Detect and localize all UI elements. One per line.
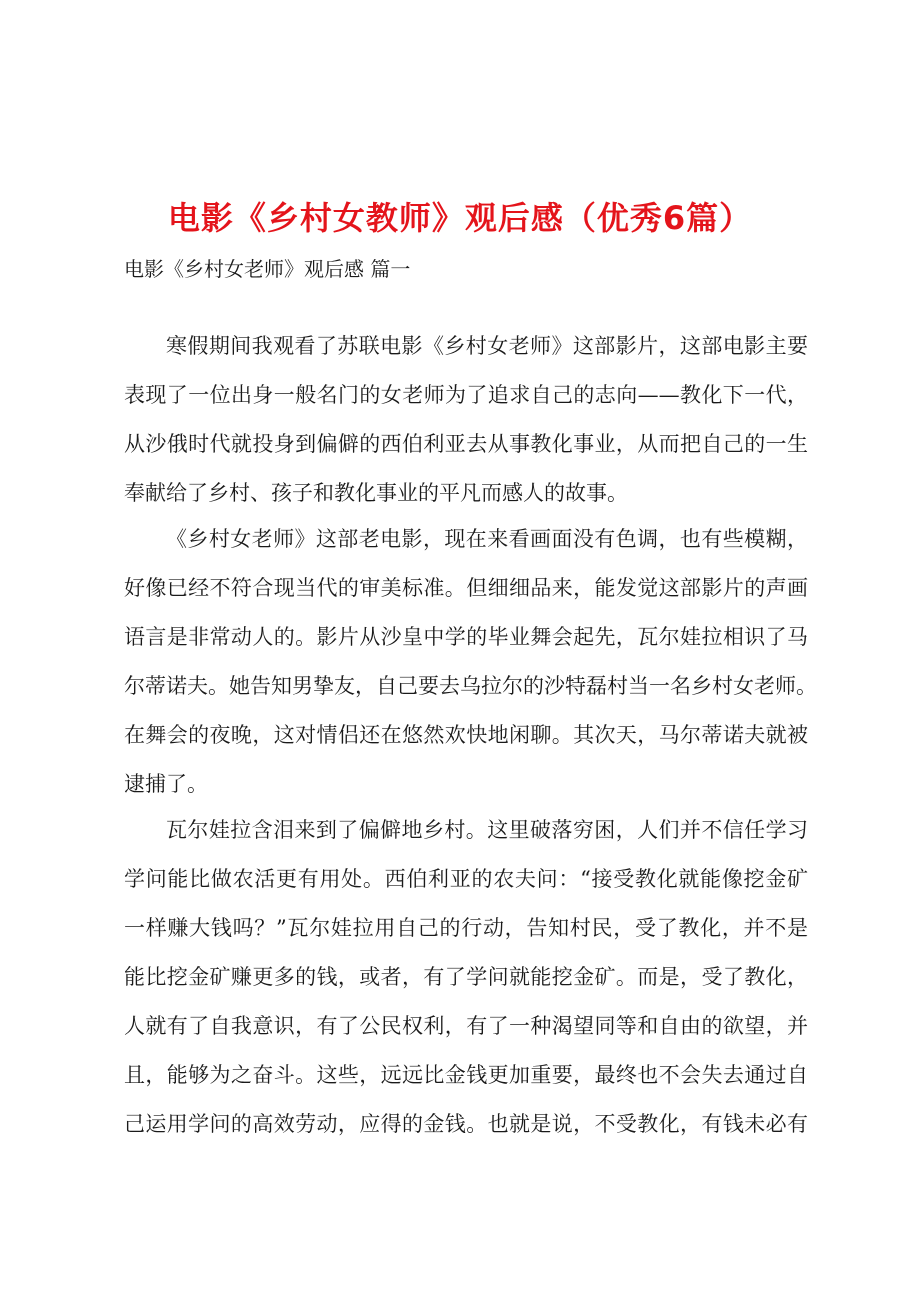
paragraph-line: 尔蒂诺夫。她告知男挚友，自己要去乌拉尔的沙特磊村当一名乡村女老师。 (124, 674, 817, 698)
paragraph-2 (124, 515, 817, 809)
paragraph-line: 己运用学问的高效劳动，应得的金钱。也就是说，不受教化，有钱未必有 (124, 1112, 808, 1136)
paragraph-line: 奉献给了乡村、孩子和教化事业的平凡而感人的故事。 (124, 481, 628, 505)
paragraph-line: 瓦尔娃拉含泪来到了偏僻地乡村。这里破落穷困，人们并不信任学习 (166, 818, 808, 842)
document-title: 电影《乡村女教师》观后感（优秀6篇） (167, 199, 753, 237)
paragraph-line: 能比挖金矿赚更多的钱，或者，有了学问就能挖金矿。而是，受了教化， (124, 965, 808, 989)
paragraph-line: 学问能比做农活更有用处。西伯利亚的农夫问：“接受教化就能像挖金矿 (124, 867, 808, 891)
paragraph-line: 《乡村女老师》这部老电影，现在来看画面没有色调，也有些模糊， (166, 527, 808, 551)
paragraph-line: 从沙俄时代就投身到偏僻的西伯利亚去从事教化事业，从而把自己的一生 (124, 432, 808, 456)
paragraph-line: 表现了一位出身一般名门的女老师为了追求自己的志向——教化下一代， (124, 383, 808, 407)
paragraph-line: 好像已经不符合现当代的审美标准。但细细品来，能发觉这部影片的声画 (124, 576, 808, 600)
paragraph-line: 且，能够为之奋斗。这些，远远比金钱更加重要，最终也不会失去通过自 (124, 1063, 808, 1087)
paragraph-line: 语言是非常动人的。影片从沙皇中学的毕业舞会起先，瓦尔娃拉相识了马 (124, 625, 808, 649)
paragraph-line: 逮捕了。 (124, 772, 208, 796)
paragraph-3 (124, 806, 808, 1149)
paragraph-line: 寒假期间我观看了苏联电影《乡村女老师》这部影片，这部电影主要 (166, 334, 808, 358)
paragraph-line: 在舞会的夜晚，这对情侣还在悠然欢快地闲聊。其次天，马尔蒂诺夫就被 (124, 723, 808, 747)
paragraph-line: 人就有了自我意识，有了公民权利，有了一种渴望同等和自由的欲望，并 (124, 1014, 808, 1038)
section-heading: 电影《乡村女老师》观后感 篇一 (124, 257, 411, 281)
paragraph-line: 一样赚大钱吗？”瓦尔娃拉用自己的行动，告知村民，受了教化，并不是 (124, 916, 808, 940)
paragraph-1 (124, 322, 808, 518)
